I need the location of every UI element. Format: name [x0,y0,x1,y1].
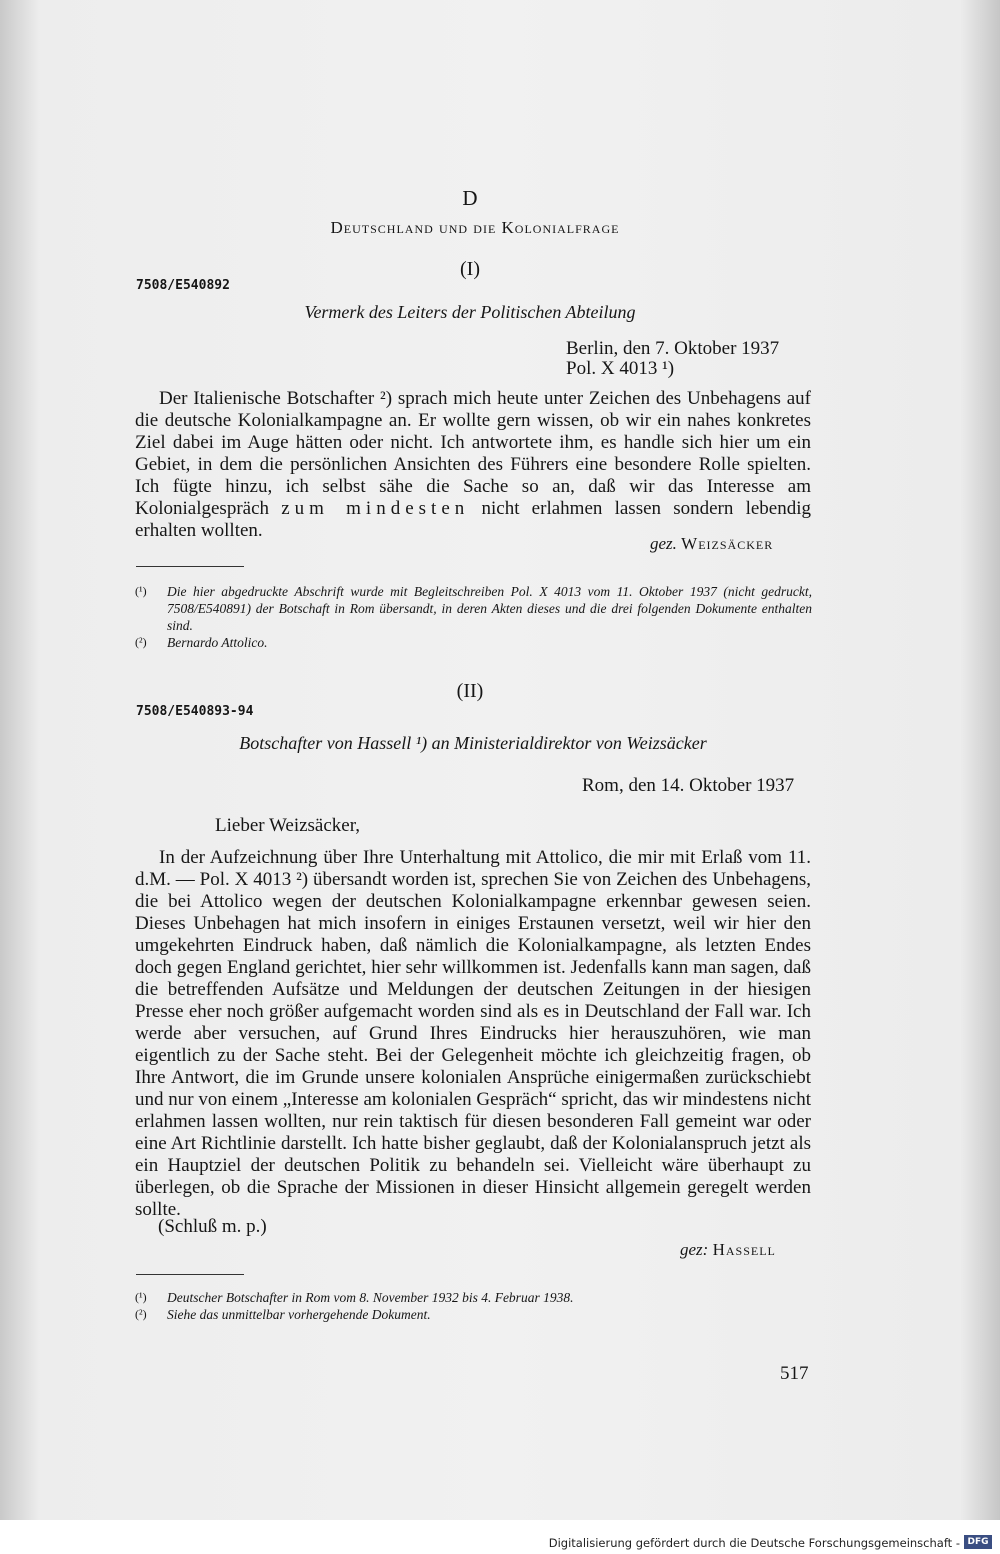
footnote-divider [136,1274,244,1275]
doc2-number: (II) [456,680,484,702]
doc1-text-a: Der Italienische Botschafter ²) sprach mich heute unter Zeichen des Unbehagens auf die deutsche Kolonialkampagne an. Er wollte gern wissen, ob wir ein nahes konkretes Ziel dabei im Auge hätten oder nicht. Ich antwortete ihm, es handle sich hier um ein Gebiet, in dem die persönlichen Ansichten des Führers eine besondere Rolle spielten. Ich fügte hinzu, ich selbst sähe die Sache so an, daß wir das Interesse am Kolonialgespräch [135,388,811,519]
doc2-closing: (Schluß m. p.) [158,1216,267,1237]
doc2-body [135,847,811,1221]
footnote-number: (²) [135,1307,147,1321]
doc1-file-number: Pol. X 4013 ¹) [566,358,675,379]
footnote [135,1306,812,1323]
doc2-signature [680,1240,776,1260]
footnote-text: Die hier abgedruckte Abschrift wurde mit Begleitschreiben Pol. X 4013 vom 11. Oktober 1937 (nicht gedruckt, 7508/E540891) der Botschaft in Rom übersandt, in deren Akten dieses und die drei folgenden Dokumente enthalten sind. [167,584,812,633]
doc1-reference: 7508/E540892 [136,278,230,293]
footnote [135,634,812,651]
footnote [135,1289,812,1306]
footnote [135,583,812,634]
page-number: 517 [780,1363,809,1384]
doc1-text-b: nicht erlahmen lassen sondern lebendig erhalten wollten. [135,498,812,541]
doc1-text-spaced: zum mindesten [281,498,470,519]
section-letter: D [462,186,478,210]
footnote-text: Siehe das unmittelbar vorhergehende Dokument. [167,1307,431,1322]
footnote-text: Deutscher Botschafter in Rom vom 8. November 1932 bis 4. Februar 1938. [167,1290,574,1305]
doc1-signature-prefix: gez. [650,534,677,553]
doc2-text: In der Aufzeichnung über Ihre Unterhaltung mit Attolico, die mir mit Erlaß vom 11. d.M. — Pol. X 4013 ²) übersandt worden ist, sprechen Sie von Zeichen des Unbehagens, die bei Attolico wegen der deutschen Kolonialkampagne erkennbar gewesen seien. Dieses Unbehagen hat mich insofern in einiges Erstaunen versetzt, weil wir hier den umgekehrten Eindruck haben, daß nämlich die Kolonialkampagne, als letzten Endes doch gegen England gerichtet, hier sehr willkommen ist. Jedenfalls kann man sagen, daß die betreffenden Aufsätze und Meldungen der deutschen Zeitungen in der hiesigen Presse eher noch größer aufgemacht worden sind als es in Deutschland der Fall war. Ich werde aber versuchen, auf Grund Ihres Eindrucks hier herauszuhören, wie man eigentlich zu der Sache steht. Bei der Gelegenheit möchte ich gleichzeitig fragen, ob Ihre Antwort, die im Grunde unsere kolonialen Ansprüche einigermaßen zurückschiebt und nur von einem „Interesse am kolonialen Gespräch“ spricht, das wir mindestens nicht erlahmen lassen wollten, nur rein taktisch für diesen besonderen Fall gemeint war oder eine Art Richtlinie darstellt. Ich hatte bisher geglaubt, daß der Kolonialanspruch jetzt als ein Hauptziel der deutschen Politik zu behandeln sei. Vielleicht wäre überhaupt zu überlegen, ob die Sprache der Missionen in dieser Hinsicht allgemein geregelt werden sollte. [135,847,811,1220]
doc1-signature [650,534,773,554]
doc2-salutation: Lieber Weizsäcker, [215,815,361,836]
funding-credit: Digitalisierung gefördert durch die Deutsche Forschungsgemeinschaft - [548,1536,960,1550]
doc2-signature-name: Hassell [712,1240,776,1259]
doc1-heading: Vermerk des Leiters der Politischen Abteilung [304,302,636,322]
dfg-logo: DFG [964,1535,992,1549]
section-title: Deutschland und die Kolonialfrage [330,218,620,237]
doc1-place-date [566,338,812,360]
doc2-reference: 7508/E540893-94 [136,704,254,719]
doc1-number: (I) [460,258,480,280]
doc2-place-date: Rom, den 14. Oktober 1937 [582,775,795,796]
footnote-divider [136,566,244,567]
doc1-body [135,388,811,542]
doc2-heading: Botschafter von Hassell ¹) an Ministerialdirektor von Weizsäcker [239,733,707,753]
footnote-number: (²) [135,635,147,649]
doc1-footnotes [135,583,812,651]
footnote-text: Bernardo Attolico. [167,635,268,650]
footnote-number: (¹) [135,1290,147,1304]
doc2-footnotes [135,1289,812,1323]
footnote-number: (¹) [135,584,147,598]
doc1-place-date-text: Berlin, den 7. Oktober 1937 [566,338,780,359]
doc1-signature-name: Weizsäcker [681,534,774,553]
doc2-signature-prefix: gez: [680,1240,709,1259]
